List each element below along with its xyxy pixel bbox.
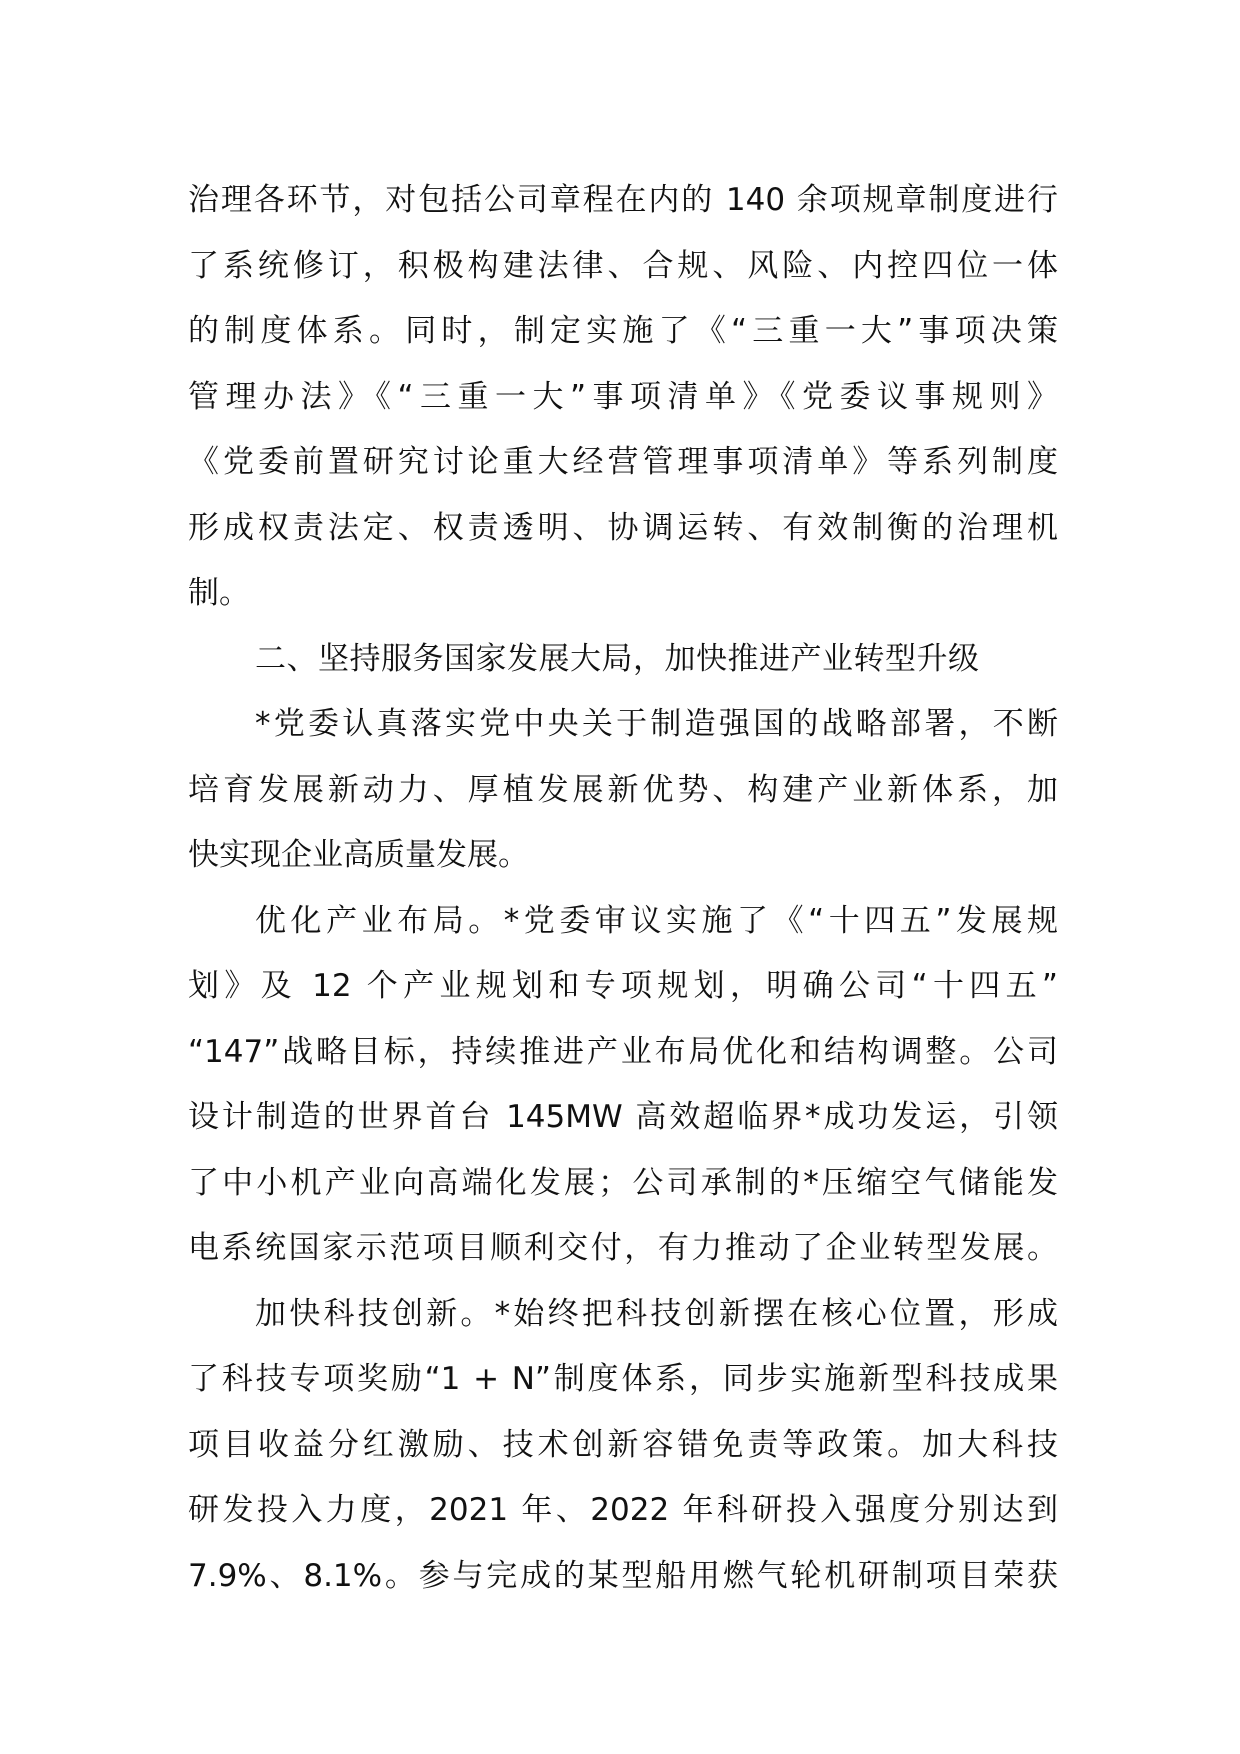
text-line: 研发投入力度，2021 年、2022 年科研投入强度分别达到 (188, 1492, 1058, 1528)
section-heading: 二、坚持服务国家发展大局，加快推进产业转型升级 (255, 640, 980, 677)
text-line: 项目收益分红激励、技术创新容错免责等政策。加大科技 (188, 1426, 1058, 1463)
paragraph-first-line: 优化产业布局。*党委审议实施了《“十四五”发展规 (255, 902, 1058, 939)
text-line: 快实现企业高质量发展。 (188, 837, 529, 873)
text-line: 电系统国家示范项目顺利交付，有力推动了企业转型发展。 (188, 1230, 1058, 1266)
text-line: 形成权责法定、权责透明、协调运转、有效制衡的治理机 (188, 509, 1058, 546)
text-line: 了科技专项奖励“1 + N”制度体系，同步实施新型科技成果 (188, 1361, 1058, 1397)
text-line: 的制度体系。同时，制定实施了《“三重一大”事项决策 (188, 313, 1058, 349)
text-line: 了系统修订，积极构建法律、合规、风险、内控四位一体 (188, 247, 1058, 284)
text-line: 治理各环节，对包括公司章程在内的 140 余项规章制度进行 (188, 182, 1058, 218)
text-line: 制。 (188, 575, 250, 611)
body-text (188, 168, 1058, 1609)
text-line: 7.9%、8.1%。参与完成的某型船用燃气轮机研制项目荣获 (188, 1557, 1058, 1594)
paragraph-first-line: *党委认真落实党中央关于制造强国的战略部署，不断 (255, 706, 1058, 742)
text-line: 培育发展新动力、厚植发展新优势、构建产业新体系，加 (188, 771, 1058, 808)
paragraph-first-line: 加快科技创新。*始终把科技创新摆在核心位置，形成 (255, 1295, 1058, 1332)
text-line: 划》及 12 个产业规划和专项规划，明确公司“十四五” (188, 968, 1058, 1004)
text-line: 设计制造的世界首台 145MW 高效超临界*成功发运，引领 (188, 1099, 1058, 1135)
text-line: 《党委前置研究讨论重大经营管理事项清单》等系列制度 (188, 444, 1058, 480)
text-line: 管理办法》《“三重一大”事项清单》《党委议事规则》 (188, 378, 1058, 415)
text-line: 了中小机产业向高端化发展；公司承制的*压缩空气储能发 (188, 1164, 1058, 1201)
text-line: “147”战略目标，持续推进产业布局优化和结构调整。公司 (188, 1033, 1058, 1070)
